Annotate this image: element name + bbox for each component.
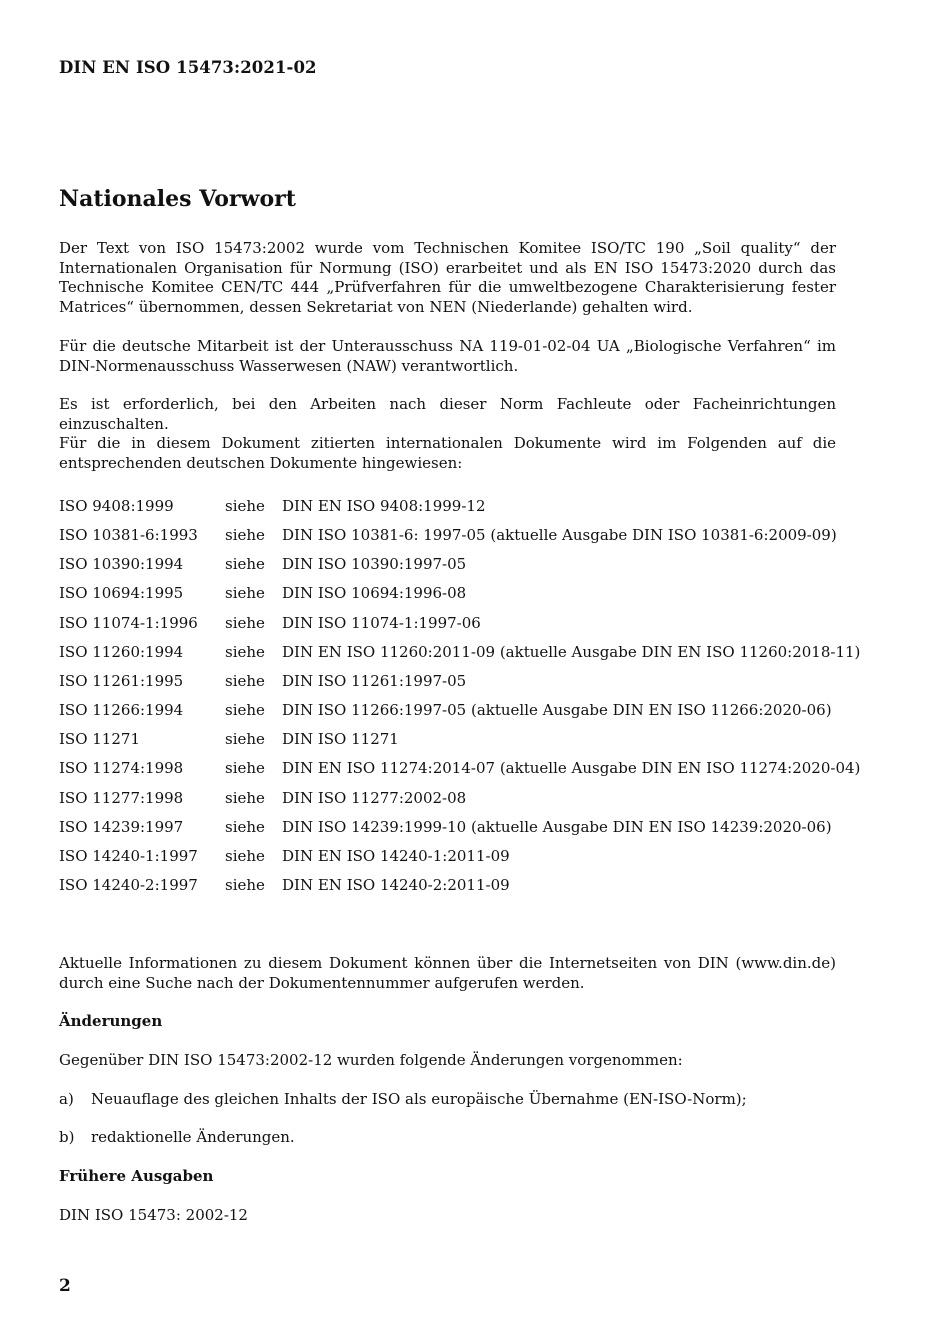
reference-siehe: siehe (225, 701, 265, 719)
reference-din: DIN ISO 11074-1:1997-06 (282, 614, 481, 632)
reference-siehe: siehe (225, 497, 265, 515)
list-text: Neuauflage des gleichen Inhalts der ISO als europäische Übernahme (EN-ISO-Norm); (91, 1090, 747, 1108)
reference-din: DIN ISO 10390:1997-05 (282, 555, 467, 573)
reference-siehe: siehe (225, 555, 265, 573)
reference-iso: ISO 10694:1995 (59, 584, 184, 602)
list-text: redaktionelle Änderungen. (91, 1128, 295, 1146)
reference-din: DIN ISO 11271 (282, 730, 399, 748)
document-id-header: DIN EN ISO 15473:2021-02 (59, 58, 317, 77)
reference-siehe: siehe (225, 526, 265, 544)
reference-din: DIN ISO 11261:1997-05 (282, 672, 467, 690)
paragraph-references-intro: Für die in diesem Dokument zitierten internationalen Dokumente wird im Folgenden auf die entsprechenden deutschen Dokumente hingewiesen: (59, 434, 836, 472)
reference-iso: ISO 14240-1:1997 (59, 847, 198, 865)
reference-siehe: siehe (225, 876, 265, 894)
previous-editions-heading: Frühere Ausgaben (59, 1167, 214, 1185)
paragraph-din-info: Aktuelle Informationen zu diesem Dokument können über die Internetseiten von DIN (www.din.de) durch eine Suche nach der Dokumentennummer aufgerufen werden. (59, 954, 836, 992)
reference-din: DIN EN ISO 11260:2011-09 (aktuelle Ausgabe DIN EN ISO 11260:2018-11) (282, 643, 861, 661)
reference-siehe: siehe (225, 847, 265, 865)
reference-iso: ISO 11271 (59, 730, 140, 748)
reference-iso: ISO 11260:1994 (59, 643, 184, 661)
reference-din: DIN ISO 10381-6: 1997-05 (aktuelle Ausgabe DIN ISO 10381-6:2009-09) (282, 526, 837, 544)
reference-iso: ISO 14239:1997 (59, 818, 184, 836)
reference-siehe: siehe (225, 818, 265, 836)
reference-iso: ISO 10390:1994 (59, 555, 184, 573)
changes-intro: Gegenüber DIN ISO 15473:2002-12 wurden folgende Änderungen vorgenommen: (59, 1051, 683, 1069)
previous-editions-text: DIN ISO 15473: 2002-12 (59, 1206, 248, 1224)
paragraph-german-participation: Für die deutsche Mitarbeit ist der Unterausschuss NA 119-01-02-04 UA „Biologische Verfahren“ im DIN-Normenausschuss Wasserwesen (NAW) verantwortlich. (59, 337, 836, 375)
reference-siehe: siehe (225, 584, 265, 602)
reference-din: DIN EN ISO 11274:2014-07 (aktuelle Ausgabe DIN EN ISO 11274:2020-04) (282, 759, 861, 777)
reference-din: DIN EN ISO 14240-2:2011-09 (282, 876, 510, 894)
reference-siehe: siehe (225, 643, 265, 661)
reference-din: DIN ISO 11266:1997-05 (aktuelle Ausgabe DIN EN ISO 11266:2020-06) (282, 701, 832, 719)
reference-siehe: siehe (225, 614, 265, 632)
paragraph-experts: Es ist erforderlich, bei den Arbeiten nach dieser Norm Fachleute oder Facheinrichtungen einzuschalten. (59, 395, 836, 433)
reference-iso: ISO 11266:1994 (59, 701, 184, 719)
reference-iso: ISO 14240-2:1997 (59, 876, 198, 894)
reference-iso: ISO 9408:1999 (59, 497, 174, 515)
reference-din: DIN EN ISO 14240-1:2011-09 (282, 847, 510, 865)
page-title: Nationales Vorwort (59, 186, 296, 212)
reference-iso: ISO 11261:1995 (59, 672, 184, 690)
reference-din: DIN ISO 10694:1996-08 (282, 584, 467, 602)
page-number: 2 (59, 1276, 71, 1296)
reference-siehe: siehe (225, 789, 265, 807)
reference-siehe: siehe (225, 759, 265, 777)
list-marker: b) (59, 1128, 75, 1146)
reference-iso: ISO 10381-6:1993 (59, 526, 198, 544)
paragraph-committee: Der Text von ISO 15473:2002 wurde vom Technischen Komitee ISO/TC 190 „Soil quality“ der Internationalen Organisation für Normung (ISO) erarbeitet und als EN ISO 15473:2020 durch das Technische Komitee CEN/TC 444 „Prüfverfahren für die umweltbezogene Charakterisierung fester Matrices“ übernommen, dessen Sekretariat von NEN (Niederlande) gehalten wird. (59, 239, 836, 316)
reference-iso: ISO 11277:1998 (59, 789, 184, 807)
reference-siehe: siehe (225, 730, 265, 748)
reference-din: DIN ISO 11277:2002-08 (282, 789, 467, 807)
list-marker: a) (59, 1090, 74, 1108)
reference-siehe: siehe (225, 672, 265, 690)
changes-heading: Änderungen (59, 1012, 163, 1030)
reference-din: DIN ISO 14239:1999-10 (aktuelle Ausgabe DIN EN ISO 14239:2020-06) (282, 818, 832, 836)
reference-iso: ISO 11074-1:1996 (59, 614, 198, 632)
reference-iso: ISO 11274:1998 (59, 759, 184, 777)
reference-din: DIN EN ISO 9408:1999-12 (282, 497, 486, 515)
